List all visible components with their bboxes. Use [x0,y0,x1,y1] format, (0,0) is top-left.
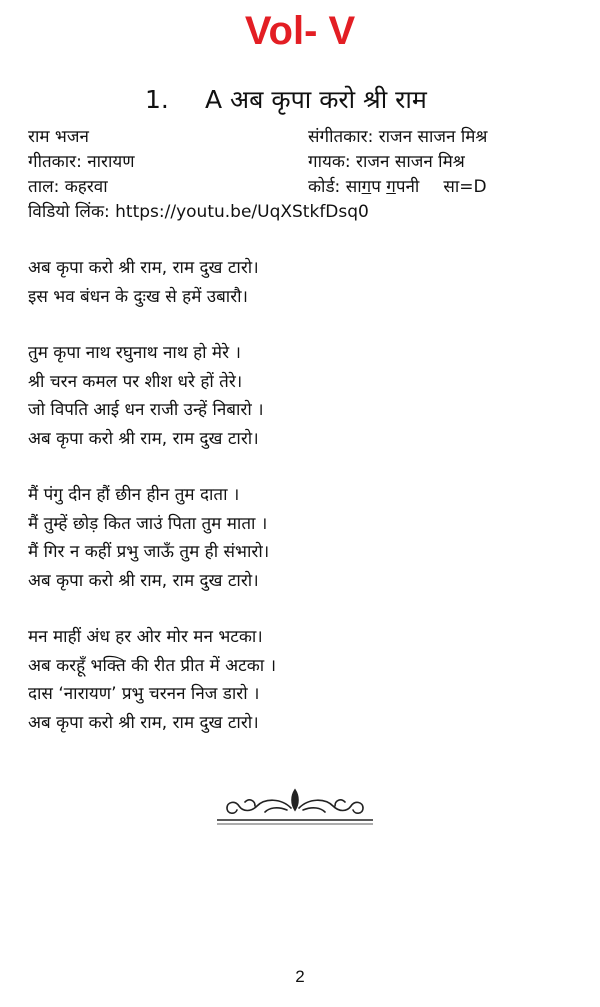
verse-line: मन माहीं अंध हर ओर मोर मन भटका। [28,627,263,647]
verse-1 [28,254,548,311]
verse-line: मैं तुम्हें छोड़ कित जाउं पिता तुम माता । [28,513,268,534]
page-number: 2 [295,967,305,986]
chords-pani: पनी [395,177,420,197]
composer-label: संगीतकार: राजन साजन मिश्र [308,127,488,147]
verse-line: इस भव बंधन के दुःख से हमें उबारौ। [28,286,248,307]
lyricist-label: गीतकार: नारायण [28,152,135,172]
taal-label: ताल: कहरवा [28,177,108,197]
song-title: A अब कृपा करो श्री राम [205,85,427,114]
video-link-label: विडियो लिंक: [28,202,110,222]
chords-label: कोर्ड: [308,177,341,197]
verse-line: अब कृपा करो श्री राम, राम दुख टारो। [28,712,259,733]
chords-row [308,175,487,200]
video-link-url[interactable]: https://youtu.be/UqXStkfDsq0 [115,202,369,222]
song-number: 1. [145,85,169,114]
category-label: राम भजन [28,127,89,147]
verse-line: अब कृपा करो श्री राम, राम दुख टारो। [28,258,259,278]
verse-line: मैं पंगु दीन हौं छीन हीन तुम दाता । [28,485,240,505]
chords-pa: प [371,177,387,197]
decorative-scroll-divider-icon [215,784,375,830]
verse-3 [28,481,548,595]
song-heading [145,80,427,120]
verse-line: मैं गिर न कहीं प्रभु जाऊँ तुम ही संभारो। [28,542,270,562]
verse-line: अब करहूँ भक्ति की रीत प्रीत में अटका । [28,655,277,676]
verse-line: अब कृपा करो श्री राम, राम दुख टारो। [28,570,259,591]
verse-line: दास ‘नारायण’ प्रभु चरनन निज डारो । [28,684,260,704]
verse-4 [28,623,548,737]
volume-title: Vol- V [244,9,356,53]
video-link-row [28,200,369,225]
verse-2 [28,339,548,453]
verse-line: जो विपति आई धन राजी उन्हें निबारो । [28,400,264,420]
verse-line: अब कृपा करो श्री राम, राम दुख टारो। [28,428,259,449]
chords-ga2-underlined: ग [386,177,396,197]
chords-ga-underlined: ग [361,177,372,197]
verse-line: तुम कृपा नाथ रघुनाथ नाथ हो मेरे । [28,343,241,363]
singer-label: गायक: राजन साजन मिश्र [308,152,465,172]
verse-line: श्री चरन कमल पर शीश धरे हों तेरे। [28,371,243,392]
scale-label: सा=D [443,177,487,197]
chords-sa: सा [345,177,362,197]
